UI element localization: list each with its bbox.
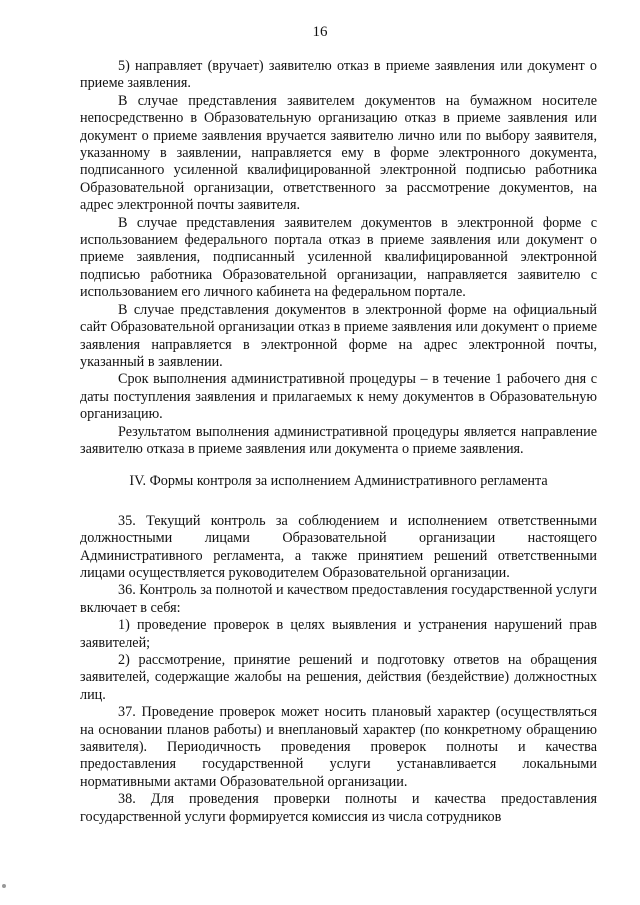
scan-artifact-dot [2,884,6,888]
document-body [80,58,597,826]
paragraph: В случае представления заявителем документов на бумажном носителе непосредственно в Образовательную организацию отказ в приеме заявления или документ о приеме заявления вручается заявителю лично или по выбору заявителя, указанному в заявлении, направляется ему в форме электронного документа, подписанного усиленной квалифицированной электронной подписью работника Образовательной организации, ответственного за рассмотрение документов, на адрес электронной почты заявителя. [80,92,597,214]
paragraph: 35. Текущий контроль за соблюдением и исполнением ответственными должностными лицами Образовательной организации настоящего Административного регламента, а также принятием решений ответственными лицами осуществляется руководителем Образовательной организации. [80,512,597,581]
list-item: 2) рассмотрение, принятие решений и подготовку ответов на обращения заявителей, содержащие жалобы на решения, действия (бездействие) должностных лиц. [80,652,597,703]
paragraph: В случае представления документов в электронной форме на официальный сайт Образовательной организации отказ в приеме заявления или документ о приеме заявления направляется в электронной форме на адрес электронной почты, указанный в заявлении. [80,301,597,370]
page-number: 16 [312,24,328,40]
paragraph: Результатом выполнения административной процедуры является направление заявителю отказа в приеме заявления или документа о приеме заявления. [80,423,597,457]
paragraph: 36. Контроль за полнотой и качеством предоставления государственной услуги включает в себя: [80,582,597,616]
paragraph: 5) направляет (вручает) заявителю отказ в приеме заявления или документ о приеме заявления. [80,58,597,92]
paragraph: Срок выполнения административной процедуры – в течение 1 рабочего дня с даты поступления заявления и прилагаемых к нему документов в Образовательную организацию. [80,371,597,423]
paragraph: 38. Для проведения проверки полноты и качества предоставления государственной услуги формируется комиссия из числа сотрудников [80,791,597,825]
paragraph: В случае представления заявителем документов в электронной форме с использованием федерального портала отказ в приеме заявления или документ о приеме заявления, подписанный усиленной квалифицированной электронной подписью работника Образовательной организации, направляется заявителю с использованием его личного кабинета на федеральном портале. [80,214,597,301]
section-heading: IV. Формы контроля за исполнением Административного регламента [129,473,548,490]
paragraph: 37. Проведение проверок может носить плановый характер (осуществляться на основании планов работы) и внеплановый характер (по конкретному обращению заявителя). Периодичность проведения проверок полноты и качества предоставления государственной услуги устанавливается локальными нормативными актами Образовательной организации. [80,704,597,790]
list-item: 1) проведение проверок в целях выявления и устранения нарушений прав заявителей; [80,617,597,651]
